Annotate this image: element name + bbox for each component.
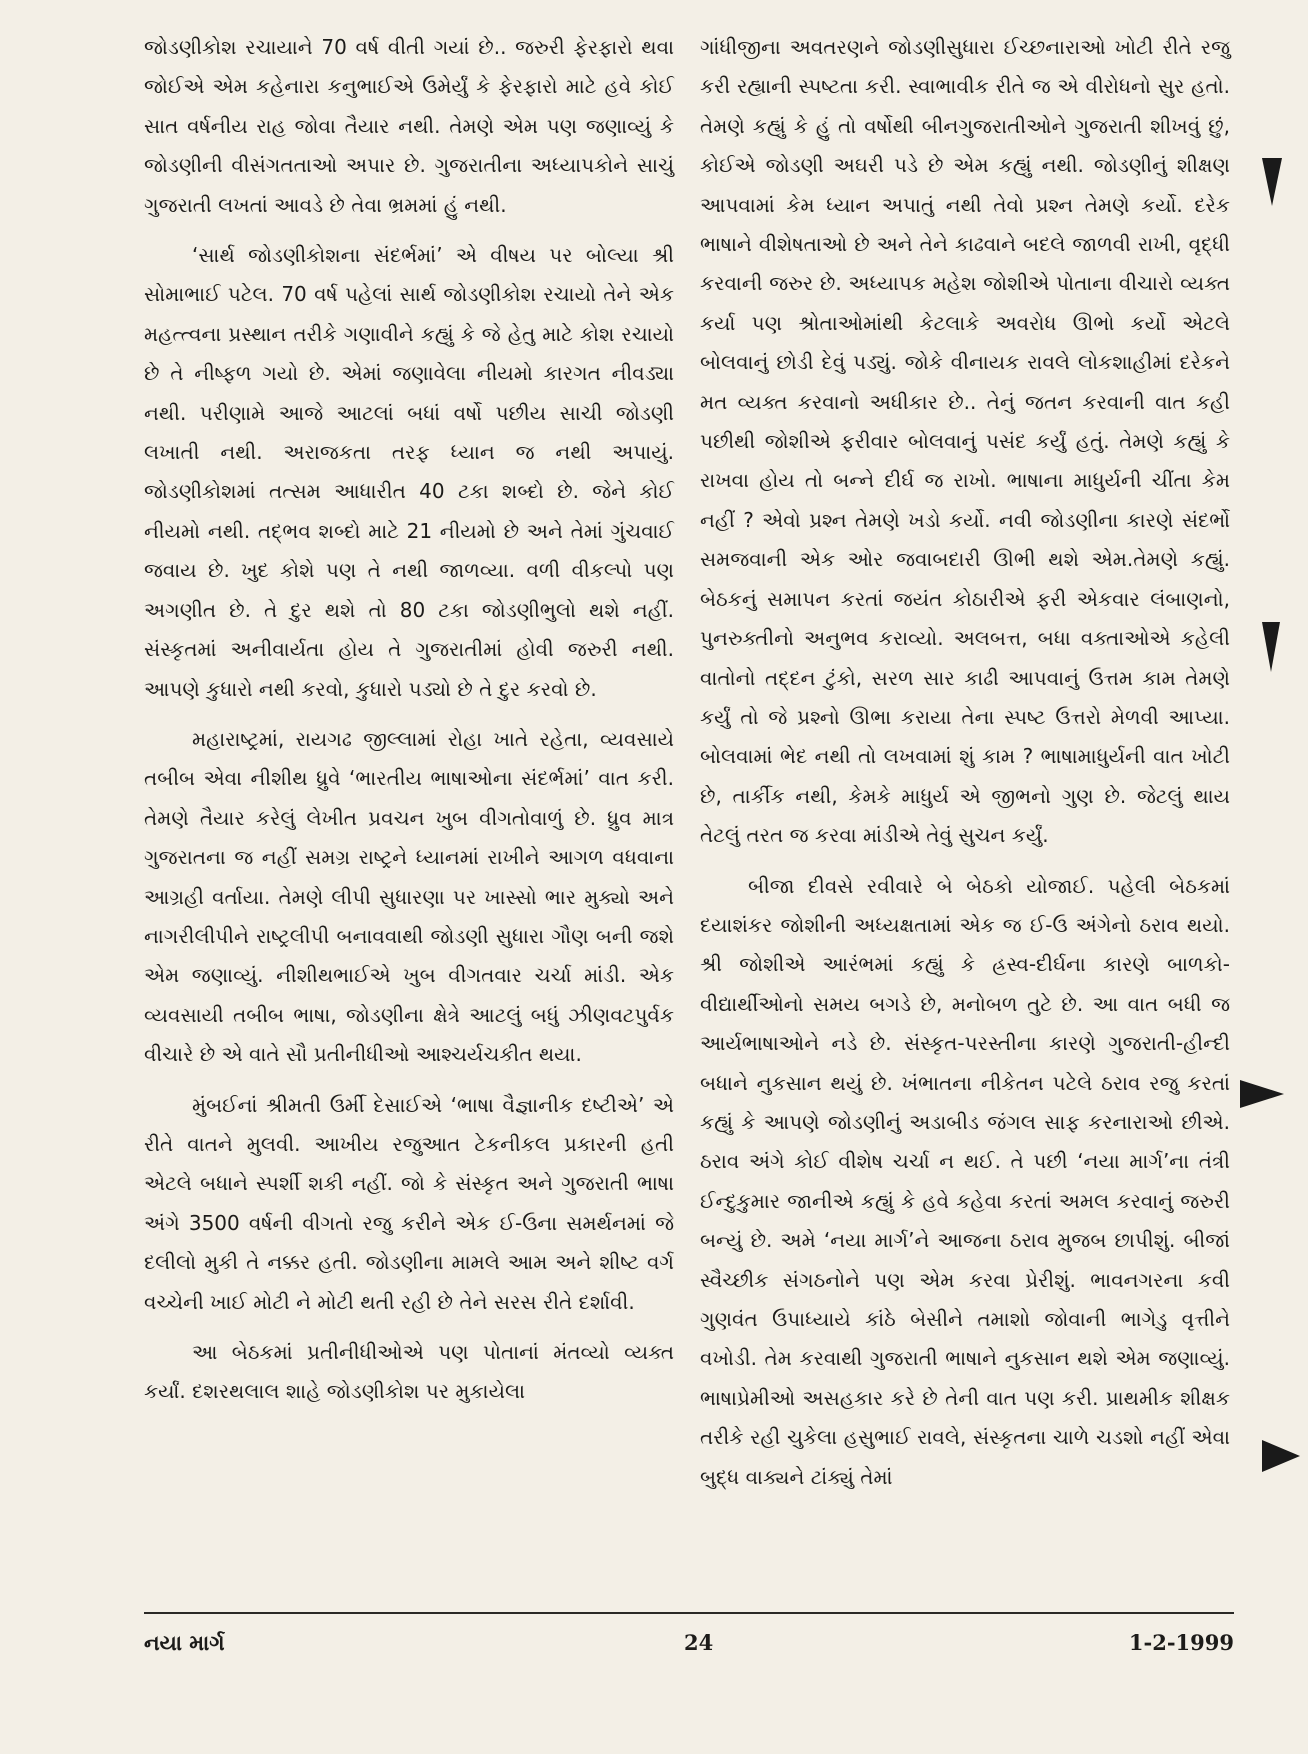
- paragraph: ગાંધીજીના અવતરણને જોડણીસુધારા ઈચ્છનારાઓ ખોટી રીતે રજુ કરી રહ્યાની સ્પષ્ટતા કરી. સ્વાભાવીક રીતે જ એ વીરોધનો સુર હતો. તેમણે કહ્યું કે હું તો વર્ષોથી બીનગુજરાતીઓને ગુજરાતી શીખવું છું, કોઈએ જોડણી અઘરી પડે છે એમ કહ્યું નથી. જોડણીનું શીક્ષણ આપવામાં કેમ ધ્યાન અપાતું નથી તેવો પ્રશ્ન તેમણે કર્યો. દરેક ભાષાને વીશેષતાઓ છે અને તેને કાઢવાને બદલે જાળવી રાખી, વૃદ્ધી કરવાની જરુર છે. અધ્યાપક મહેશ જોશીએ પોતાના વીચારો વ્યક્ત કર્યા પણ શ્રોતાઓમાંથી કેટલાકે અવરોધ ઊભો કર્યો એટલે બોલવાનું છોડી દેવું પડ્યું. જોકે વીનાયક રાવલે લોકશાહીમાં દરેકને મત વ્યક્ત કરવાનો અધીકાર છે.. તેનું જતન કરવાની વાત કહી પછીથી જોશીએ ફરીવાર બોલવાનું પસંદ કર્યું હતું. તેમણે કહ્યું કે રાખવા હોય તો બન્ને દીર્ઘ જ રાખો. ભાષાના માધુર્યની ચીંતા કેમ નહીં ? એવો પ્રશ્ન તેમણે ખડો કર્યો. નવી જોડણીના કારણે સંદર્ભો સમજવાની એક ઓર જવાબદારી ઊભી થશે એમ.તેમણે કહ્યું. બેઠકનું સમાપન કરતાં જયંત કોઠારીએ ફરી એકવાર લંબાણનો, પુનરુક્તીનો અનુભવ કરાવ્યો. અલબત્ત, બધા વક્તાઓએ કહેલી વાતોનો તદ્દન ટુંકો, સરળ સાર કાઢી આપવાનું ઉત્તમ કામ તેમણે કર્યું તો જે પ્રશ્નો ઊભા કરાયા તેના સ્પષ્ટ ઉત્તરો મેળવી આપ્યા. બોલવામાં ભેદ નથી તો લખવામાં શું કામ ? ભાષામાધુર્યની વાત ખોટી છે, તાર્કીક નથી, કેમકે માધુર્ય એ જીભનો ગુણ છે. જેટલું થાય તેટલું તરત જ કરવા માંડીએ તેવું સુચન કર્યું.: [700, 35, 1230, 848]
- paragraph: બીજા દીવસે રવીવારે બે બેઠકો યોજાઈ. પહેલી બેઠકમાં દયાશંકર જોશીની અધ્યક્ષતામાં એક જ ઈ-ઉ અંગેનો ઠરાવ થયો. શ્રી જોશીએ આરંભમાં કહ્યું કે હ્રસ્વ-દીર્ઘના કારણે બાળકો-વીદ્યાર્થીઓનો સમય બગડે છે, મનોબળ તુટે છે. આ વાત બધી જ આર્યભાષાઓને નડે છે. સંસ્કૃત-પરસ્તીના કારણે ગુજરાતી-હીન્દી બધાને નુકસાન થયું છે. ખંભાતના નીકેતન પટેલે ઠરાવ રજુ કરતાં કહ્યું કે આપણે જોડણીનું અડાબીડ જંગલ સાફ કરનારાઓ છીએ. ઠરાવ અંગે કોઈ વીશેષ ચર્ચા ન થઈ. તે પછી ‘નયા માર્ગ’ના તંત્રી ઈન્દુકુમાર જાનીએ કહ્યું કે હવે કહેવા કરતાં અમલ કરવાનું જરુરી બન્યું છે. અમે ‘નયા માર્ગ’ને આજના ઠરાવ મુજબ છાપીશું. બીજાં સ્વૈચ્છીક સંગઠનોને પણ એમ કરવા પ્રેરીશું. ભાવનગરના કવી ગુણવંત ઉપાધ્યાયે કાંઠે બેસીને તમાશો જોવાની ભાગેડુ વૃત્તીને વખોડી. તેમ કરવાથી ગુજરાતી ભાષાને નુકસાન થશે એમ જણાવ્યું. ભાષાપ્રેમીઓ અસહકાર કરે છે તેની વાત પણ કરી. પ્રાથમીક શીક્ષક તરીકે રહી ચુકેલા હસુભાઈ રાવલે, સંસ્કૃતના ચાળે ચડશો નહીં એવા બુદ્ધ વાક્યને ટાંક્યું તેમાં: [700, 873, 1230, 1489]
- left-column: [144, 28, 674, 1423]
- margin-arrow-icon: [1262, 622, 1280, 672]
- issue-date: 1-2-1999: [1128, 1630, 1234, 1655]
- publication-name: નયા માર્ગ: [144, 1630, 225, 1655]
- paragraph: આ બેઠકમાં પ્રતીનીધીઓએ પણ પોતાનાં મંતવ્યો વ્યક્ત કર્યાં. દશરથલાલ શાહે જોડણીકોશ પર મુકાયેલા: [144, 1340, 674, 1404]
- footer-rule: [144, 1612, 1234, 1614]
- paragraph: મુંબઈનાં શ્રીમતી ઉર્મી દેસાઈએ ‘ભાષા વૈજ્ઞાનીક દષ્ટીએ’ એ રીતે વાતને મુલવી. આખીય રજુઆત ટેકનીકલ પ્રકારની હતી એટલે બધાને સ્પર્શી શકી નહીં. જો કે સંસ્કૃત અને ગુજરાતી ભાષા અંગે 3500 વર્ષની વીગતો રજુ કરીને એક ઈ-ઉના સમર્થનમાં જે દલીલો મુકી તે નક્કર હતી. જોડણીના મામલે આમ અને શીષ્ટ વર્ગ વચ્ચેની ખાઈ મોટી ને મોટી થતી રહી છે તેને સરસ રીતે દર્શાવી.: [144, 1092, 674, 1314]
- page-number: 24: [684, 1630, 714, 1655]
- margin-arrow-icon: [1262, 158, 1282, 206]
- paragraph: જોડણીકોશ રચાયાને 70 વર્ષ વીતી ગયાં છે.. જરુરી ફેરફારો થવા જોઈએ એમ કહેનારા કનુભાઈએ ઉમેર્યું કે ફેરફારો માટે હવે કોઈ સાત વર્ષનીય રાહ જોવા તૈયાર નથી. તેમણે એમ પણ જણાવ્યું કે જોડણીની વીસંગતતાઓ અપાર છે. ગુજરાતીના અધ્યાપકોને સાચું ગુજરાતી લખતાં આવડે છે તેવા ભ્રમમાં હું નથી.: [144, 35, 674, 217]
- paragraph: મહારાષ્ટ્રમાં, રાયગઢ જીલ્લામાં રોહા ખાતે રહેતા, વ્યવસાયે તબીબ એવા નીશીથ ધ્રુવે ‘ભારતીય ભાષાઓના સંદર્ભમાં’ વાત કરી. તેમણે તૈયાર કરેલું લેખીત પ્રવચન ખુબ વીગતોવાળું છે. ધ્રુવ માત્ર ગુજરાતના જ નહીં સમગ્ર રાષ્ટ્રને ધ્યાનમાં રાખીને આગળ વધવાના આગ્રહી વર્તાયા. તેમણે લીપી સુધારણા પર ખાસ્સો ભાર મુક્યો અને નાગરીલીપીને રાષ્ટ્રલીપી બનાવવાથી જોડણી સુધારા ગૌણ બની જશે એમ જણાવ્યું. નીશીથભાઈએ ખુબ વીગતવાર ચર્ચા માંડી. એક વ્યવસાયી તબીબ ભાષા, જોડણીના ક્ષેત્રે આટલું બધું ઝીણવટપુર્વક વીચારે છે એ વાતે સૌ પ્રતીનીધીઓ આશ્ચર્યચકીત થયા.: [144, 726, 674, 1067]
- margin-arrow-icon: [1262, 1440, 1300, 1472]
- right-column: [700, 28, 1230, 1508]
- margin-arrow-icon: [1240, 1080, 1284, 1108]
- paragraph: ‘સાર્થ જોડણીકોશના સંદર્ભમાં’ એ વીષય પર બોલ્યા શ્રી સોમાભાઈ પટેલ. 70 વર્ષ પહેલાં સાર્થ જોડણીકોશ રચાયો તેને એક મહત્ત્વના પ્રસ્થાન તરીકે ગણાવીને કહ્યું કે જે હેતુ માટે કોશ રચાયો છે તે નીષ્ફળ ગયો છે. એમાં જણાવેલા નીયમો કારગત નીવડ્યા નથી. પરીણામે આજે આટલાં બધાં વર્ષો પછીય સાચી જોડણી લખાતી નથી. અરાજકતા તરફ ધ્યાન જ નથી અપાયું. જોડણીકોશમાં તત્સમ આધારીત 40 ટકા શબ્દો છે. જેને કોઈ નીયમો નથી. તદ્ભવ શબ્દો માટે 21 નીયમો છે અને તેમાં ગુંચવાઈ જવાય છે. ખુદ કોશે પણ તે નથી જાળવ્યા. વળી વીકલ્પો પણ અગણીત છે. તે દુર થશે તો 80 ટકા જોડણીભુલો થશે નહીં. સંસ્કૃતમાં અનીવાર્યતા હોય તે ગુજરાતીમાં હોવી જરુરી નથી. આપણે કુધારો નથી કરવો, કુધારો પડ્યો છે તે દુર કરવો છે.: [144, 243, 674, 701]
